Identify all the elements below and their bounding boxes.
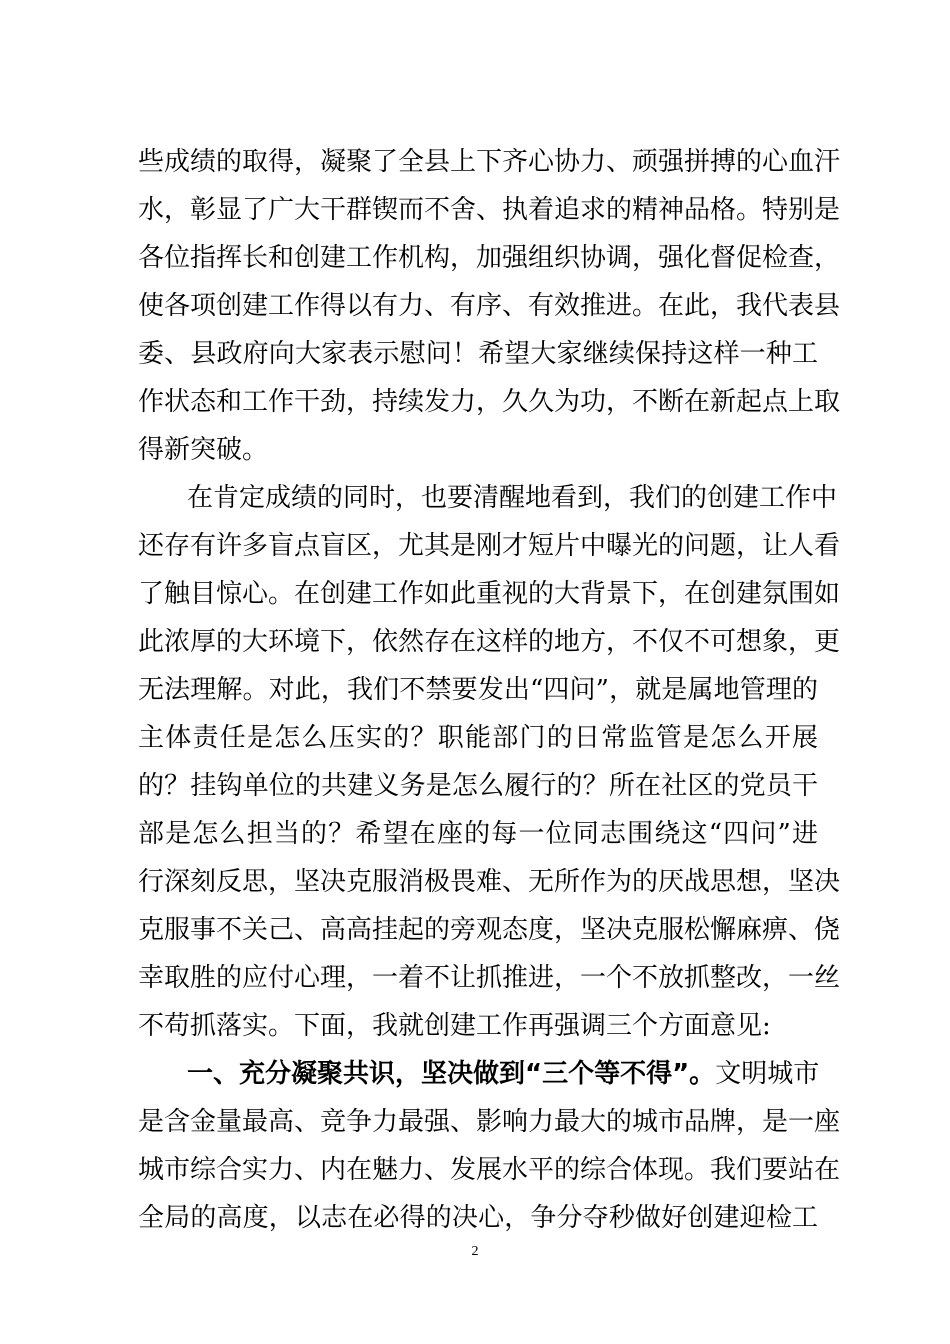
body-text-line: 行深刻反思，坚决克服消极畏难、无所作为的厌战思想，坚决 bbox=[138, 867, 841, 897]
body-text-line: 作状态和工作干劲，持续发力，久久为功，不断在新起点上取 bbox=[138, 387, 841, 417]
paragraph-first-line: 在肯定成绩的同时，也要清醒地看到，我们的创建工作中 bbox=[187, 483, 838, 513]
body-text-line: 各位指挥长和创建工作机构，加强组织协调，强化督促检查， bbox=[138, 243, 841, 273]
body-text-line: 的？挂钩单位的共建义务是怎么履行的？所在社区的党员干 bbox=[138, 771, 818, 801]
body-text-line: 是含金量最高、竞争力最强、影响力最大的城市品牌，是一座 bbox=[138, 1107, 841, 1137]
body-text-line: 城市综合实力、内在魅力、发展水平的综合体现。我们要站在 bbox=[138, 1155, 841, 1185]
body-text-line: 水，彰显了广大干群锲而不舍、执着追求的精神品格。特别是 bbox=[138, 195, 841, 225]
body-text-line: 部是怎么担当的？希望在座的每一位同志围绕这“四问”进 bbox=[138, 819, 818, 849]
body-text-line: 主体责任是怎么压实的？职能部门的日常监管是怎么开展 bbox=[138, 723, 818, 753]
section-heading: 一、充分凝聚共识，坚决做到“三个等不得”。 bbox=[187, 1059, 716, 1089]
body-text-line: 些成绩的取得，凝聚了全县上下齐心协力、顽强拼搏的心血汗 bbox=[138, 147, 841, 177]
body-text-line: 使各项创建工作得以有力、有序、有效推进。在此，我代表县 bbox=[138, 291, 841, 321]
body-text-line: 全局的高度，以志在必得的决心，争分夺秒做好创建迎检工 bbox=[138, 1203, 818, 1233]
body-text-line: 还存有许多盲点盲区，尤其是刚才短片中曝光的问题，让人看 bbox=[138, 531, 841, 561]
body-text-line: 得新突破。 bbox=[138, 435, 269, 465]
body-text-line: 此浓厚的大环境下，依然存在这样的地方，不仅不可想象，更 bbox=[138, 627, 841, 657]
body-text-line: 了触目惊心。在创建工作如此重视的大背景下，在创建氛围如 bbox=[138, 579, 841, 609]
section-heading-continuation: 文明城市 bbox=[715, 1059, 820, 1089]
body-text-line: 克服事不关己、高高挂起的旁观态度，坚决克服松懈麻痹、侥 bbox=[138, 915, 841, 945]
page-number: 2 bbox=[471, 1244, 479, 1259]
body-text-line: 委、县政府向大家表示慰问！希望大家继续保持这样一种工 bbox=[138, 339, 818, 369]
section-heading-line bbox=[187, 1051, 818, 1097]
body-text-line: 不苟抓落实。下面，我就创建工作再强调三个方面意见: bbox=[138, 1011, 771, 1041]
body-text-line: 幸取胜的应付心理，一着不让抓推进，一个不放抓整改，一丝 bbox=[138, 963, 841, 993]
body-text-line: 无法理解。对此，我们不禁要发出“四问”，就是属地管理的 bbox=[138, 675, 818, 705]
